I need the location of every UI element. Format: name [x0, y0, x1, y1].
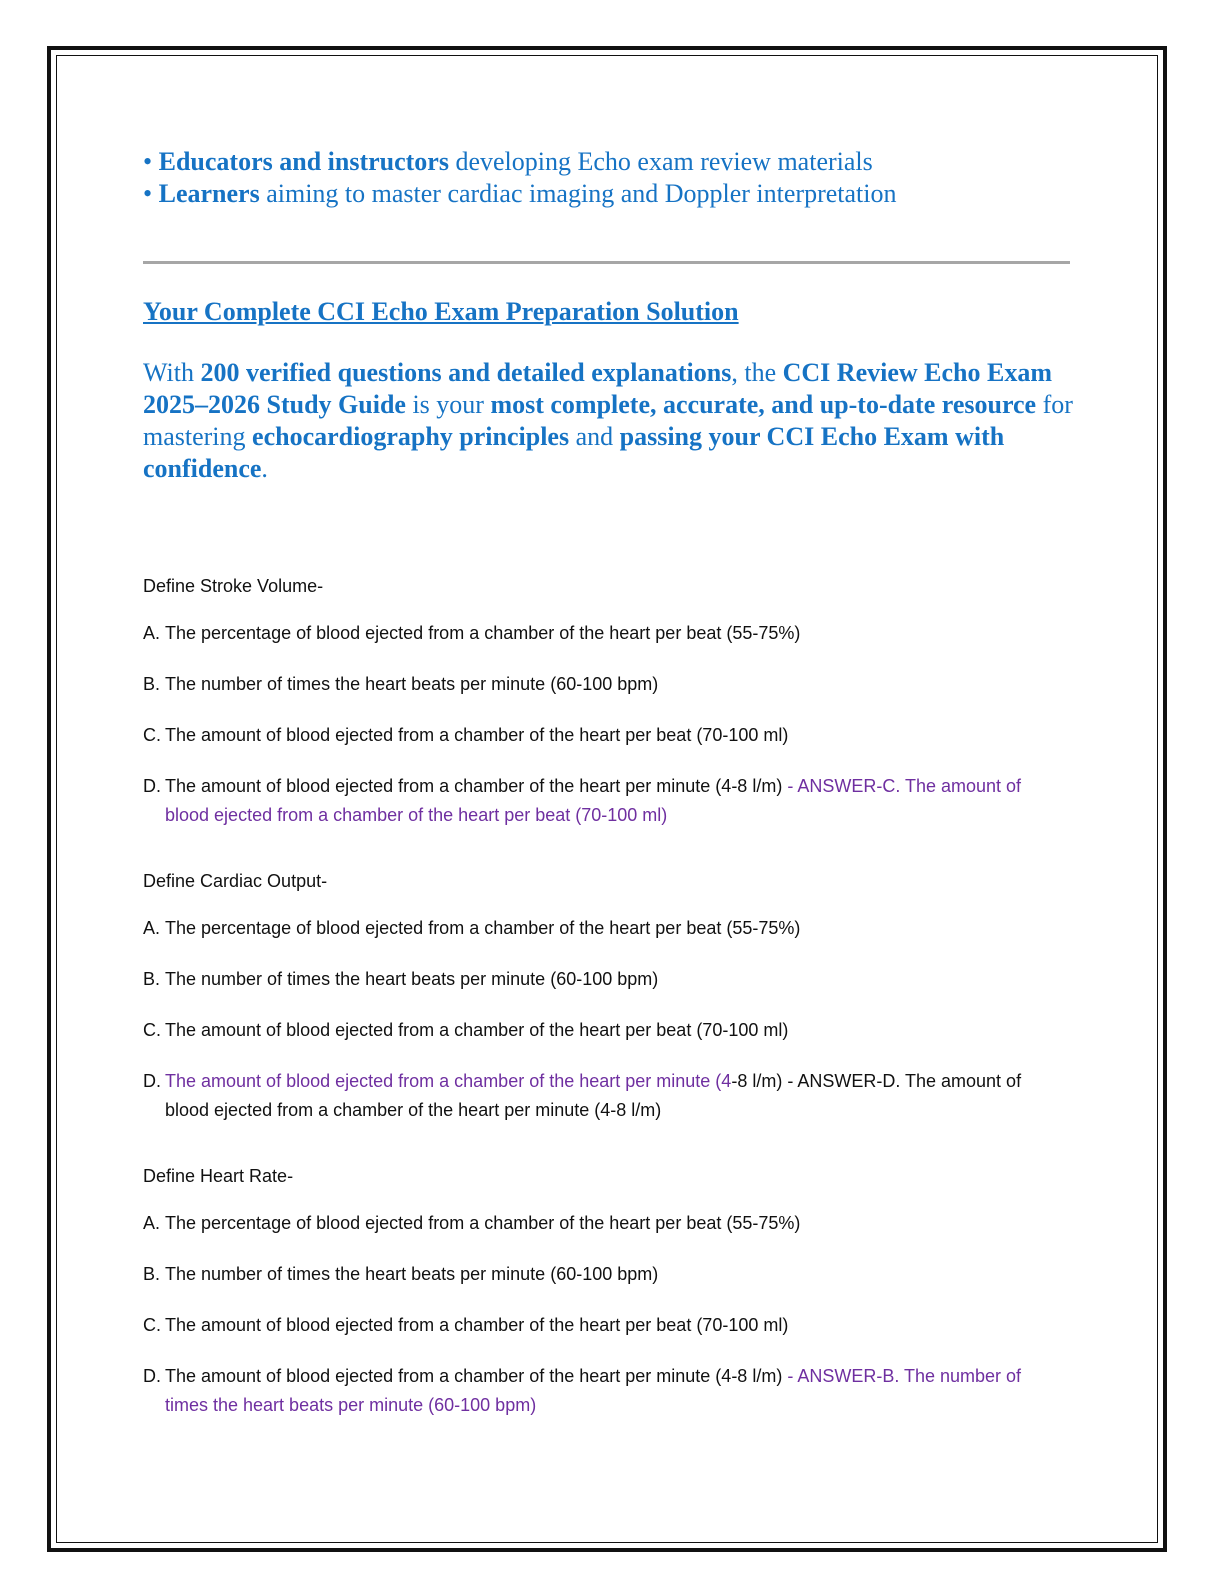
bullet-bold: Learners [158, 179, 260, 208]
intro-paragraph [143, 357, 1078, 485]
option-letter: B. [143, 674, 161, 694]
option-c [143, 1311, 1063, 1340]
intro-bold: 200 verified questions and detailed explanations [200, 358, 732, 387]
option-letter: C. [143, 725, 161, 745]
option-letter: C. [143, 1315, 161, 1335]
intro-bold: echocardiography principles [252, 422, 570, 451]
bullet-item [143, 178, 1103, 210]
option-b [143, 965, 1063, 994]
option-text: The number of times the heart beats per minute (60-100 bpm) [165, 674, 659, 694]
bullet-text: aiming to master cardiac imaging and Doppler interpretation [259, 179, 897, 208]
option-letter: D. [143, 776, 161, 796]
option-letter: A. [143, 1213, 161, 1233]
option-text: The amount of blood ejected from a chamber of the heart per beat (70-100 ml) [165, 1315, 789, 1335]
option-a [143, 914, 1063, 943]
option-d [143, 1067, 1063, 1125]
bullet-text: developing Echo exam review materials [448, 147, 873, 176]
option-d-text: The amount of blood ejected from a chamber of the heart per minute (4-8 l/m) [165, 776, 783, 796]
bullet-item [143, 146, 1103, 178]
option-text: The number of times the heart beats per minute (60-100 bpm) [165, 1264, 659, 1284]
option-letter: A. [143, 918, 161, 938]
option-letter: B. [143, 1264, 161, 1284]
bullet-glyph: • [143, 147, 153, 176]
answer-text: - ANSWER-C. The amount of blood ejected from a chamber of the heart per beat (70-100 ml) [165, 776, 1022, 825]
intro-bold: passing your CCI Echo Exam with confidence [143, 422, 1005, 483]
bullet-glyph: • [143, 179, 153, 208]
option-text [165, 1362, 1063, 1420]
intro-text: , the [731, 358, 783, 387]
answer-text: - ANSWER-B. The number of times the heart beats per minute (60-100 bpm) [165, 1366, 1022, 1415]
audience-bullet-list [143, 146, 1103, 210]
answer-text: -8 l/m) - ANSWER-D. The amount of blood ejected from a chamber of the heart per minute (4-8 l/m) [165, 1071, 1022, 1120]
option-text: The amount of blood ejected from a chamber of the heart per beat (70-100 ml) [165, 725, 789, 745]
option-c [143, 1016, 1063, 1045]
intro-text: With [143, 358, 201, 387]
option-letter: D. [143, 1366, 161, 1386]
option-text [165, 772, 1063, 830]
option-text: The number of times the heart beats per minute (60-100 bpm) [165, 969, 659, 989]
option-text: The percentage of blood ejected from a chamber of the heart per beat (55-75%) [165, 623, 801, 643]
option-text: The percentage of blood ejected from a chamber of the heart per beat (55-75%) [165, 1213, 801, 1233]
intro-text: and [569, 422, 620, 451]
section-heading: Your Complete CCI Echo Exam Preparation Solution [143, 297, 739, 326]
option-d-highlight: The amount of blood ejected from a chamber of the heart per minute (4 [165, 1071, 732, 1091]
option-letter: B. [143, 969, 161, 989]
option-letter: A. [143, 623, 161, 643]
intro-text: is your [405, 390, 491, 419]
option-a [143, 1209, 1063, 1238]
question-title: Define Stroke Volume- [143, 576, 324, 596]
option-letter: D. [143, 1071, 161, 1091]
question-title: Define Heart Rate- [143, 1166, 294, 1186]
horizontal-rule [143, 261, 1070, 264]
intro-text: . [261, 454, 268, 483]
option-b [143, 1260, 1063, 1289]
option-text [165, 1067, 1063, 1125]
option-text: The amount of blood ejected from a chamber of the heart per beat (70-100 ml) [165, 1020, 789, 1040]
intro-text: for mastering [143, 390, 1073, 451]
question-block [143, 575, 1063, 852]
intro-bold: CCI Review Echo Exam 2025–2026 Study Guide [143, 358, 1052, 419]
question-title: Define Cardiac Output- [143, 871, 328, 891]
intro-bold: most complete, accurate, and up-to-date resource [490, 390, 1037, 419]
option-text: The percentage of blood ejected from a chamber of the heart per beat (55-75%) [165, 918, 801, 938]
question-block [143, 870, 1063, 1147]
option-c [143, 721, 1063, 750]
option-d [143, 1362, 1063, 1420]
question-block [143, 1165, 1063, 1442]
option-a [143, 619, 1063, 648]
option-d [143, 772, 1063, 830]
option-b [143, 670, 1063, 699]
option-d-text: The amount of blood ejected from a chamber of the heart per minute (4-8 l/m) [165, 1366, 783, 1386]
bullet-bold: Educators and instructors [158, 147, 449, 176]
option-letter: C. [143, 1020, 161, 1040]
